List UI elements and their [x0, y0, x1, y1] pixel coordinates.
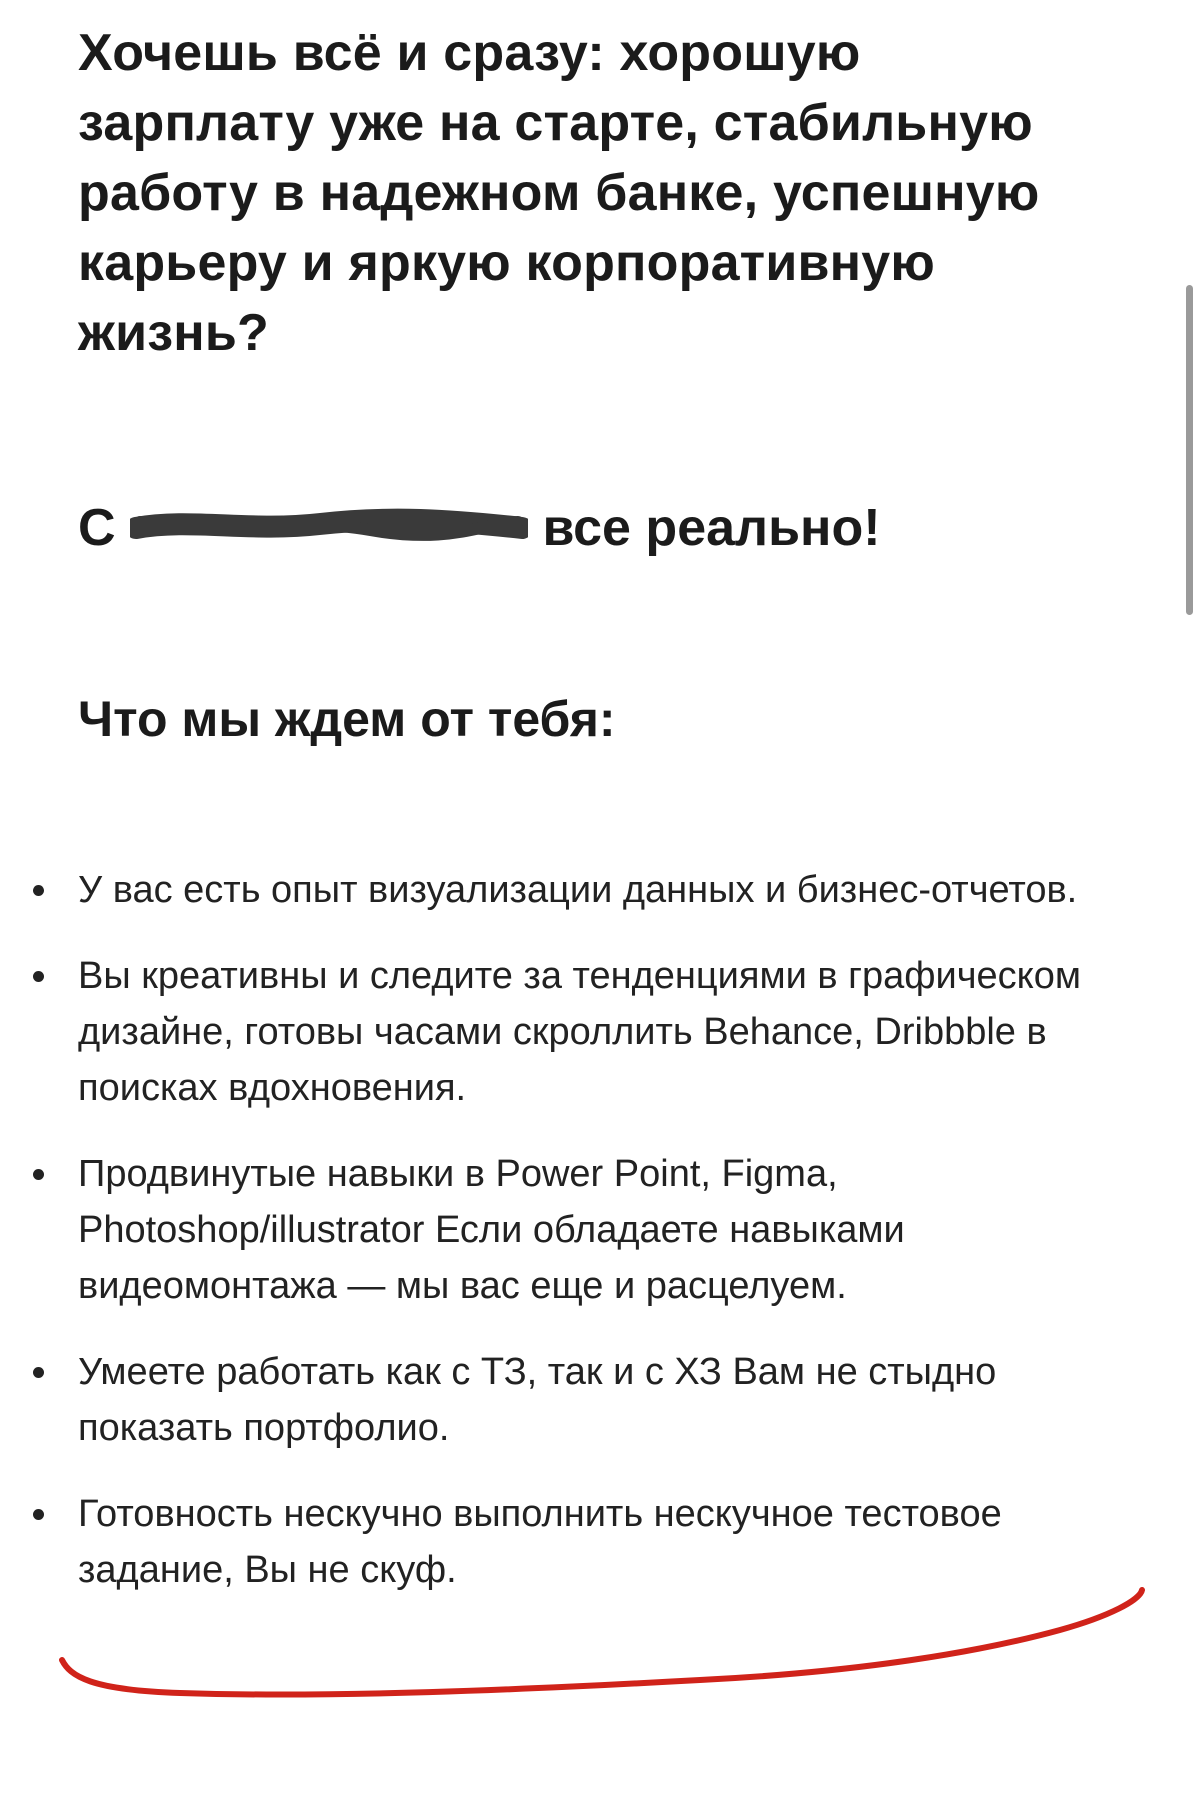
tagline-suffix: все реально! — [542, 499, 881, 557]
requirement-text: У вас есть опыт визуализации данных и бизнес-отчетов. — [78, 869, 1078, 911]
requirement-text: Продвинутые навыки в Power Point, Figma, Photoshop/illustrator Если обладаете навыками видеомонтажа — мы вас еще и расцелуем. — [78, 1153, 905, 1307]
vertical-scrollbar[interactable] — [1186, 285, 1193, 615]
requirement-text: Готовность нескучно выполнить нескучное тестовое задание, Вы не скуф. — [78, 1493, 1002, 1591]
bullet-icon — [33, 971, 44, 982]
requirement-item — [0, 948, 1120, 1116]
requirement-item — [0, 1344, 1120, 1456]
requirement-item — [0, 862, 1120, 918]
requirement-item — [0, 1486, 1120, 1598]
headline: Хочешь всё и сразу: хорошую зарплату уже на старте, стабильную работу в надежном банке, успешную карьеру и яркую корпоративную жизнь? — [78, 24, 1040, 362]
bullet-icon — [33, 1169, 44, 1180]
requirements-list — [0, 862, 1120, 1628]
requirement-item — [0, 1146, 1120, 1314]
section-title: Что мы ждем от тебя: — [78, 691, 616, 747]
bullet-icon — [33, 1509, 44, 1520]
tagline-prefix: С — [78, 499, 116, 557]
redacted-bank-name-scribble — [130, 498, 528, 556]
requirement-text: Умеете работать как с ТЗ, так и с ХЗ Вам не стыдно показать портфолио. — [78, 1351, 997, 1449]
bullet-icon — [33, 885, 44, 896]
bullet-icon — [33, 1367, 44, 1378]
tagline — [78, 493, 881, 563]
requirement-text: Вы креативны и следите за тенденциями в графическом дизайне, готовы часами скроллить Behance, Dribbble в поисках вдохновения. — [78, 955, 1081, 1109]
